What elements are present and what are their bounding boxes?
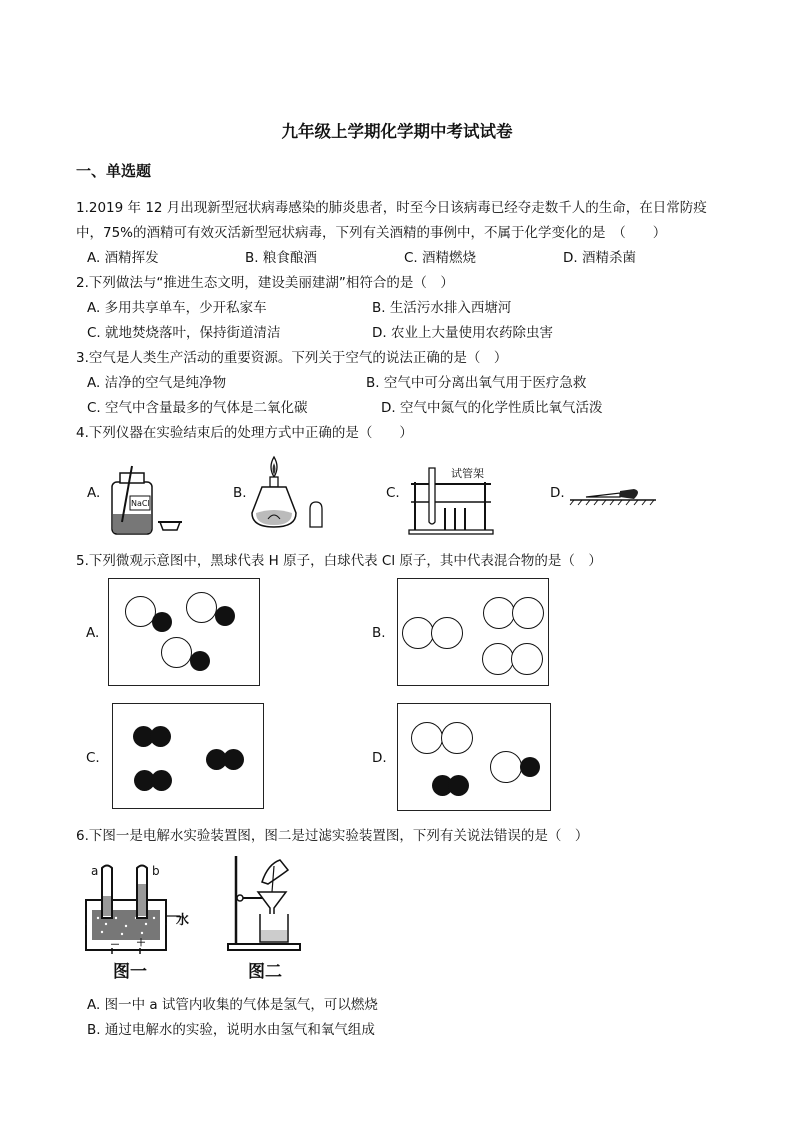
q4-option-b-label: B. [233, 485, 247, 501]
dropper-figure [568, 480, 658, 510]
question-5: 5.下列微观示意图中，黑球代表 H 原子，白球代表 Cl 原子，其中代表混合物的是（ ） [76, 553, 602, 569]
cl-atom [490, 751, 522, 783]
q6-option-a: A. 图一中 a 试管内收集的气体是氢气，可以燃烧 [87, 997, 378, 1013]
question-6: 6.下图一是电解水实验装置图，图二是过滤实验装置图，下列有关说法错误的是（ ） [76, 828, 589, 844]
question-1-line-1: 1.2019 年 12 月出现新型冠状病毒感染的肺炎患者，时至今日该病毒已经夺走数千人的生命，在日常防疫 [76, 200, 707, 216]
h-atom [448, 775, 469, 796]
h-atom [150, 726, 171, 747]
h-atom [223, 749, 244, 770]
h-atom [520, 757, 540, 777]
figure-2-caption: 图二 [248, 962, 282, 982]
cl-atom [186, 592, 217, 623]
q5-option-c-diagram [112, 703, 264, 809]
q5-option-c-label: C. [86, 750, 100, 766]
q2-option-d: D. 农业上大量使用农药除虫害 [372, 325, 553, 341]
nacl-label: NaCl [131, 499, 150, 508]
q1-option-c: C. 酒精燃烧 [404, 250, 477, 266]
filtration-apparatus-figure [222, 852, 312, 956]
q5-option-a-diagram [108, 578, 260, 686]
question-1-line-2: 中，75%的酒精可有效灭活新型冠状病毒，下列有关酒精的事例中，不属于化学变化的是 （ ） [76, 225, 667, 241]
cl-atom [512, 597, 544, 629]
q1-option-a: A. 酒精挥发 [87, 250, 159, 266]
tube-b-label: b [152, 864, 160, 878]
q2-option-a: A. 多用共享单车，少开私家车 [87, 300, 267, 316]
h-atom [151, 770, 172, 791]
page-title: 九年级上学期化学期中考试试卷 [281, 122, 513, 141]
question-4: 4.下列仪器在实验结束后的处理方式中正确的是（ ） [76, 425, 413, 441]
q5-option-a-label: A. [86, 625, 100, 641]
q5-option-d-label: D. [372, 750, 387, 766]
q2-option-b: B. 生活污水排入西塘河 [372, 300, 512, 316]
q3-option-d: D. 空气中氮气的化学性质比氧气活泼 [381, 400, 603, 416]
q3-option-c: C. 空气中含量最多的气体是二氧化碳 [87, 400, 308, 416]
question-3: 3.空气是人类生产活动的重要资源。下列关于空气的说法正确的是（ ） [76, 350, 508, 366]
cl-atom [482, 643, 514, 675]
cl-atom [411, 722, 443, 754]
q4-option-d-label: D. [550, 485, 565, 501]
q6-option-b: B. 通过电解水的实验，说明水由氢气和氧气组成 [87, 1022, 375, 1038]
q3-option-b: B. 空气中可分离出氧气用于医疗急救 [366, 375, 587, 391]
q5-option-b-label: B. [372, 625, 386, 641]
cl-atom [441, 722, 473, 754]
q4-option-a-label: A. [87, 485, 101, 501]
water-label: 水 [176, 913, 190, 928]
q5-option-d-diagram [397, 703, 551, 811]
h-atom [190, 651, 210, 671]
q5-option-b-diagram [397, 578, 549, 686]
test-tube-rack-label: 试管架 [451, 467, 484, 480]
h-atom [215, 606, 235, 626]
figure-1-caption: 图一 [113, 962, 147, 982]
h-atom [152, 612, 172, 632]
q2-option-c: C. 就地焚烧落叶，保持街道清洁 [87, 325, 281, 341]
cl-atom [511, 643, 543, 675]
cl-atom [483, 597, 515, 629]
q1-option-d: D. 酒精杀菌 [563, 250, 636, 266]
minus-label: － [110, 940, 120, 951]
question-2: 2.下列做法与“推进生态文明，建设美丽建湖”相符合的是（ ） [76, 275, 454, 291]
q1-option-b: B. 粮食酿酒 [245, 250, 317, 266]
alcohol-lamp-figure [248, 455, 328, 535]
plus-label: ＋ [136, 938, 146, 949]
q3-option-a: A. 洁净的空气是纯净物 [87, 375, 227, 391]
cl-atom [402, 617, 434, 649]
section-heading: 一、单选题 [76, 162, 152, 180]
cl-atom [431, 617, 463, 649]
tube-a-label: a [91, 864, 99, 878]
q4-option-c-label: C. [386, 485, 400, 501]
cl-atom [161, 637, 192, 668]
